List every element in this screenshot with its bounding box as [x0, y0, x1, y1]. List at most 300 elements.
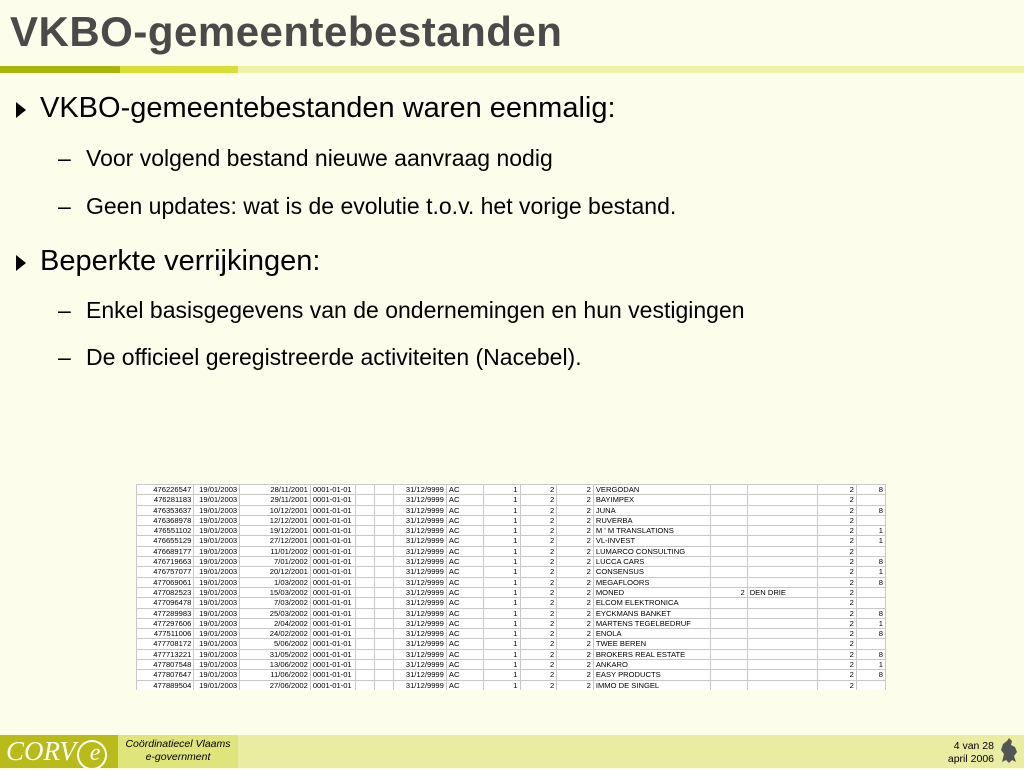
table-cell: JUNA	[593, 505, 710, 515]
table-cell: 31/12/9999	[394, 670, 447, 680]
table-cell: 19/01/2003	[194, 639, 240, 649]
table-cell	[711, 557, 748, 567]
table-cell	[355, 660, 374, 670]
table-cell: DEN DRIE	[747, 587, 818, 597]
table-cell: 1	[483, 485, 520, 495]
table-cell: 477511006	[137, 629, 194, 639]
table-cell: 8	[856, 557, 885, 567]
table-row	[137, 567, 886, 577]
table-cell	[355, 608, 374, 618]
table-cell: 0001-01-01	[310, 587, 355, 597]
table-row	[137, 670, 886, 680]
table-cell: 1	[483, 557, 520, 567]
sub-bullet: – Enkel basisgegevens van de ondernemingen en hun vestigingen	[58, 297, 745, 323]
page-info	[948, 740, 994, 766]
table-cell	[711, 485, 748, 495]
table-cell	[711, 577, 748, 587]
table-cell: 8	[856, 485, 885, 495]
table-row	[137, 629, 886, 639]
table-cell: 31/12/9999	[394, 515, 447, 525]
table-cell	[747, 649, 818, 659]
table-cell: 0001-01-01	[310, 618, 355, 628]
table-cell: 477713221	[137, 649, 194, 659]
table-cell: 0001-01-01	[310, 505, 355, 515]
table-cell: 2	[557, 526, 594, 536]
table-cell: AC	[446, 567, 483, 577]
table-cell	[856, 546, 885, 556]
table-cell: 2	[520, 557, 557, 567]
table-cell: CONSENSUS	[593, 567, 710, 577]
table-cell: 0001-01-01	[310, 557, 355, 567]
table-cell	[747, 546, 818, 556]
organization-name: Coördinatiecel Vlaams e-government	[118, 735, 238, 768]
table-cell: 27/12/2001	[240, 536, 311, 546]
table-cell: 1	[483, 598, 520, 608]
table-cell	[747, 567, 818, 577]
table-cell: 2	[520, 618, 557, 628]
table-cell: 8	[856, 608, 885, 618]
table-cell: 1	[483, 649, 520, 659]
table-cell: 2	[557, 660, 594, 670]
bullet-2	[16, 245, 320, 278]
table-cell: 0001-01-01	[310, 660, 355, 670]
table-cell: AC	[446, 618, 483, 628]
table-cell: AC	[446, 680, 483, 690]
table-cell: 2	[818, 567, 857, 577]
table-cell	[711, 546, 748, 556]
table-cell: 1	[483, 680, 520, 690]
table-cell: 1	[483, 546, 520, 556]
table-cell: 0001-01-01	[310, 670, 355, 680]
table-cell: 15/03/2002	[240, 587, 311, 597]
table-cell	[747, 618, 818, 628]
table-cell: 8	[856, 577, 885, 587]
table-cell: AC	[446, 649, 483, 659]
table-cell: 19/01/2003	[194, 598, 240, 608]
table-cell	[375, 660, 394, 670]
table-cell: 0001-01-01	[310, 495, 355, 505]
spreadsheet-excerpt	[136, 484, 886, 690]
table-cell	[711, 660, 748, 670]
bullet-arrow-icon	[16, 102, 26, 118]
table-cell: AC	[446, 515, 483, 525]
table-cell: 2	[818, 515, 857, 525]
table-cell: 2	[557, 587, 594, 597]
table-cell: 1	[856, 660, 885, 670]
table-cell: 2	[557, 670, 594, 680]
table-cell: 31/12/9999	[394, 639, 447, 649]
table-cell: 2	[557, 546, 594, 556]
table-cell: 19/01/2003	[194, 536, 240, 546]
table-cell: 2	[520, 639, 557, 649]
table-cell: 1	[483, 577, 520, 587]
table-cell: 2	[520, 505, 557, 515]
table-cell: 2	[557, 680, 594, 690]
table-cell: 477297606	[137, 618, 194, 628]
table-cell: 8	[856, 670, 885, 680]
table-cell: AC	[446, 587, 483, 597]
table-row	[137, 618, 886, 628]
table-row	[137, 660, 886, 670]
table-cell: RUVERBA	[593, 515, 710, 525]
table-cell	[355, 536, 374, 546]
slide-title: VKBO-gemeentebestanden	[10, 8, 563, 55]
table-cell: 2	[818, 485, 857, 495]
table-cell: 19/01/2003	[194, 515, 240, 525]
table-cell: 31/12/9999	[394, 680, 447, 690]
table-cell	[355, 515, 374, 525]
table-cell	[747, 577, 818, 587]
table-cell: 2	[557, 639, 594, 649]
table-cell: 2	[557, 515, 594, 525]
table-cell	[375, 649, 394, 659]
table-cell: EYCKMANS BANKET	[593, 608, 710, 618]
table-cell	[355, 495, 374, 505]
table-cell: 20/12/2001	[240, 567, 311, 577]
sub-bullet: – Voor volgend bestand nieuwe aanvraag nodig	[58, 145, 553, 171]
table-cell: 0001-01-01	[310, 577, 355, 587]
table-row	[137, 577, 886, 587]
data-table	[136, 484, 886, 690]
table-cell: 24/02/2002	[240, 629, 311, 639]
table-cell: 13/06/2002	[240, 660, 311, 670]
table-cell: 2	[818, 495, 857, 505]
table-cell: 1	[483, 660, 520, 670]
table-cell: 2	[557, 557, 594, 567]
table-cell	[711, 567, 748, 577]
table-cell: 25/03/2002	[240, 608, 311, 618]
page-number: 4 van 28	[953, 740, 994, 752]
table-cell: 2	[520, 680, 557, 690]
table-cell: 31/12/9999	[394, 618, 447, 628]
table-cell: 2	[818, 587, 857, 597]
table-cell: AC	[446, 546, 483, 556]
table-cell: 476353637	[137, 505, 194, 515]
table-row	[137, 587, 886, 597]
table-cell: 2	[557, 649, 594, 659]
table-cell: 2	[557, 618, 594, 628]
table-row	[137, 536, 886, 546]
table-cell: 19/01/2003	[194, 577, 240, 587]
table-cell: 476226547	[137, 485, 194, 495]
table-cell: 2	[557, 577, 594, 587]
table-cell	[747, 608, 818, 618]
table-cell	[355, 670, 374, 680]
table-cell	[747, 536, 818, 546]
table-cell: 476689177	[137, 546, 194, 556]
table-cell: 0001-01-01	[310, 608, 355, 618]
table-cell	[375, 495, 394, 505]
table-cell: 2	[520, 515, 557, 525]
table-cell	[355, 680, 374, 690]
table-cell	[355, 485, 374, 495]
table-cell	[355, 546, 374, 556]
table-cell: 1	[856, 618, 885, 628]
table-cell: 477069061	[137, 577, 194, 587]
table-cell: ANKARO	[593, 660, 710, 670]
table-row	[137, 526, 886, 536]
table-cell	[711, 526, 748, 536]
table-cell: 31/12/9999	[394, 557, 447, 567]
table-cell	[375, 608, 394, 618]
table-row	[137, 495, 886, 505]
table-cell: 2	[520, 670, 557, 680]
table-cell: 31/12/9999	[394, 608, 447, 618]
table-cell: 2	[520, 546, 557, 556]
table-cell: AC	[446, 608, 483, 618]
table-cell: 2	[557, 495, 594, 505]
table-cell: AC	[446, 598, 483, 608]
table-cell: 0001-01-01	[310, 536, 355, 546]
flemish-lion-icon	[996, 736, 1022, 766]
title-underline-mid	[120, 66, 238, 73]
table-cell: 19/01/2003	[194, 670, 240, 680]
table-cell: 1	[856, 536, 885, 546]
table-cell: 5/06/2002	[240, 639, 311, 649]
table-cell: 19/01/2003	[194, 587, 240, 597]
table-cell: 2	[557, 629, 594, 639]
corve-logo: CORV e	[0, 735, 118, 768]
table-cell: 1	[483, 639, 520, 649]
table-cell: BAYIMPEX	[593, 495, 710, 505]
table-cell: ELCOM ELEKTRONICA	[593, 598, 710, 608]
table-cell: MARTENS TEGELBEDRUF	[593, 618, 710, 628]
title-underline-light	[238, 66, 1024, 73]
table-cell: VERGODAN	[593, 485, 710, 495]
table-cell: AC	[446, 536, 483, 546]
table-cell: 1/03/2002	[240, 577, 311, 587]
table-cell	[355, 567, 374, 577]
table-cell: 8	[856, 629, 885, 639]
table-cell: AC	[446, 505, 483, 515]
table-row	[137, 639, 886, 649]
table-cell: TWEE BEREN	[593, 639, 710, 649]
table-cell: 0001-01-01	[310, 649, 355, 659]
table-cell	[375, 629, 394, 639]
table-row	[137, 680, 886, 690]
table-cell: AC	[446, 495, 483, 505]
table-cell: 2	[818, 598, 857, 608]
title-underline-dark	[0, 66, 120, 73]
bullet-arrow-icon	[16, 255, 26, 271]
table-cell: 19/01/2003	[194, 485, 240, 495]
table-row	[137, 598, 886, 608]
table-cell	[747, 670, 818, 680]
table-cell: 19/01/2003	[194, 680, 240, 690]
table-cell: 2	[818, 639, 857, 649]
table-cell: 19/12/2001	[240, 526, 311, 536]
table-cell: MEGAFLOORS	[593, 577, 710, 587]
table-cell	[747, 629, 818, 639]
table-cell: 477096478	[137, 598, 194, 608]
table-cell: 2	[520, 495, 557, 505]
table-cell: 2	[520, 629, 557, 639]
sub-bullet: – Geen updates: wat is de evolutie t.o.v. het vorige bestand.	[58, 193, 677, 219]
table-cell: 31/12/9999	[394, 598, 447, 608]
table-cell: 2	[818, 660, 857, 670]
table-cell	[747, 526, 818, 536]
table-row	[137, 515, 886, 525]
footer-date: april 2006	[947, 753, 994, 765]
table-cell: 10/12/2001	[240, 505, 311, 515]
table-cell: 2	[818, 629, 857, 639]
table-cell: 8	[856, 649, 885, 659]
table-cell: 0001-01-01	[310, 639, 355, 649]
table-cell	[375, 670, 394, 680]
table-cell: 19/01/2003	[194, 618, 240, 628]
table-cell: IMMO DE SINGEL	[593, 680, 710, 690]
table-cell	[747, 557, 818, 567]
table-cell	[355, 618, 374, 628]
table-cell: 19/01/2003	[194, 557, 240, 567]
table-cell: AC	[446, 526, 483, 536]
table-cell: 0001-01-01	[310, 546, 355, 556]
table-cell	[355, 629, 374, 639]
table-cell: 7/01/2002	[240, 557, 311, 567]
table-cell	[375, 618, 394, 628]
table-cell	[375, 485, 394, 495]
table-cell: 476368978	[137, 515, 194, 525]
table-cell	[375, 505, 394, 515]
table-cell: 477807647	[137, 670, 194, 680]
table-cell: 11/01/2002	[240, 546, 311, 556]
table-cell: 2	[818, 577, 857, 587]
table-cell	[375, 567, 394, 577]
table-cell: 2	[520, 526, 557, 536]
table-cell: 31/12/9999	[394, 505, 447, 515]
table-cell	[355, 557, 374, 567]
table-cell	[747, 660, 818, 670]
table-cell: 1	[483, 670, 520, 680]
sub-bullet: – De officieel geregistreerde activiteiten (Nacebel).	[58, 344, 582, 370]
table-cell: 477708172	[137, 639, 194, 649]
bullet-1-text: VKBO-gemeentebestanden waren eenmalig:	[40, 92, 616, 124]
table-cell: 19/01/2003	[194, 608, 240, 618]
table-cell: 2	[557, 608, 594, 618]
table-cell	[711, 536, 748, 546]
table-cell: 2	[520, 598, 557, 608]
table-cell: MONED	[593, 587, 710, 597]
table-cell: 476655129	[137, 536, 194, 546]
table-cell: 2	[818, 536, 857, 546]
table-cell: 2	[711, 587, 748, 597]
table-cell	[375, 577, 394, 587]
table-cell: 2	[520, 567, 557, 577]
table-cell: 8	[856, 505, 885, 515]
table-cell: 2	[818, 505, 857, 515]
table-cell: 1	[483, 515, 520, 525]
table-cell	[711, 515, 748, 525]
table-cell	[856, 639, 885, 649]
table-cell: 1	[483, 608, 520, 618]
table-cell: 1	[483, 505, 520, 515]
table-cell: 1	[483, 618, 520, 628]
table-cell	[747, 680, 818, 690]
table-cell	[375, 536, 394, 546]
table-cell: 1	[483, 495, 520, 505]
table-cell: 1	[483, 567, 520, 577]
table-cell: 19/01/2003	[194, 526, 240, 536]
table-cell: 2	[818, 618, 857, 628]
table-cell: AC	[446, 670, 483, 680]
table-cell: 2	[818, 526, 857, 536]
table-cell: 2	[520, 608, 557, 618]
table-cell	[375, 557, 394, 567]
table-cell: 27/06/2002	[240, 680, 311, 690]
table-cell: 31/12/9999	[394, 577, 447, 587]
table-cell	[856, 598, 885, 608]
table-cell: 7/03/2002	[240, 598, 311, 608]
table-cell: 0001-01-01	[310, 629, 355, 639]
table-cell: AC	[446, 639, 483, 649]
table-cell	[747, 639, 818, 649]
table-cell: 2	[520, 587, 557, 597]
table-cell: 28/11/2001	[240, 485, 311, 495]
bullet-2-text: Beperkte verrijkingen:	[40, 245, 321, 277]
table-cell: 2	[557, 505, 594, 515]
table-row	[137, 557, 886, 567]
table-cell	[856, 587, 885, 597]
table-cell: 19/01/2003	[194, 495, 240, 505]
table-cell: 19/01/2003	[194, 649, 240, 659]
table-cell	[711, 649, 748, 659]
table-cell	[747, 505, 818, 515]
table-cell: 0001-01-01	[310, 526, 355, 536]
table-cell: 31/12/9999	[394, 536, 447, 546]
table-cell: 477082523	[137, 587, 194, 597]
table-cell: 12/12/2001	[240, 515, 311, 525]
table-cell: 2	[557, 485, 594, 495]
table-cell: 476551102	[137, 526, 194, 536]
table-cell: LUCCA CARS	[593, 557, 710, 567]
table-cell: 19/01/2003	[194, 567, 240, 577]
table-cell: 31/12/9999	[394, 660, 447, 670]
table-cell: 2	[818, 680, 857, 690]
table-cell: 2	[557, 536, 594, 546]
table-cell	[355, 505, 374, 515]
table-cell: VL-INVEST	[593, 536, 710, 546]
table-cell	[375, 639, 394, 649]
table-cell	[711, 639, 748, 649]
table-cell	[355, 526, 374, 536]
table-cell	[711, 598, 748, 608]
table-cell: 31/12/9999	[394, 649, 447, 659]
table-cell: ENOLA	[593, 629, 710, 639]
table-cell: 2	[818, 649, 857, 659]
table-cell: AC	[446, 485, 483, 495]
table-cell: 19/01/2003	[194, 660, 240, 670]
table-cell: 31/05/2002	[240, 649, 311, 659]
table-cell: 31/12/9999	[394, 526, 447, 536]
table-row	[137, 649, 886, 659]
table-cell: 0001-01-01	[310, 680, 355, 690]
table-cell: 31/12/9999	[394, 587, 447, 597]
table-cell: 2	[818, 608, 857, 618]
table-cell: 31/12/9999	[394, 546, 447, 556]
table-cell	[355, 587, 374, 597]
table-cell	[711, 680, 748, 690]
table-cell: BROKERS REAL ESTATE	[593, 649, 710, 659]
table-cell: 476719663	[137, 557, 194, 567]
table-row	[137, 505, 886, 515]
table-cell: 19/01/2003	[194, 546, 240, 556]
table-cell	[375, 598, 394, 608]
table-cell: 477807548	[137, 660, 194, 670]
table-cell: 0001-01-01	[310, 515, 355, 525]
table-row	[137, 485, 886, 495]
table-cell: AC	[446, 660, 483, 670]
table-cell: AC	[446, 577, 483, 587]
